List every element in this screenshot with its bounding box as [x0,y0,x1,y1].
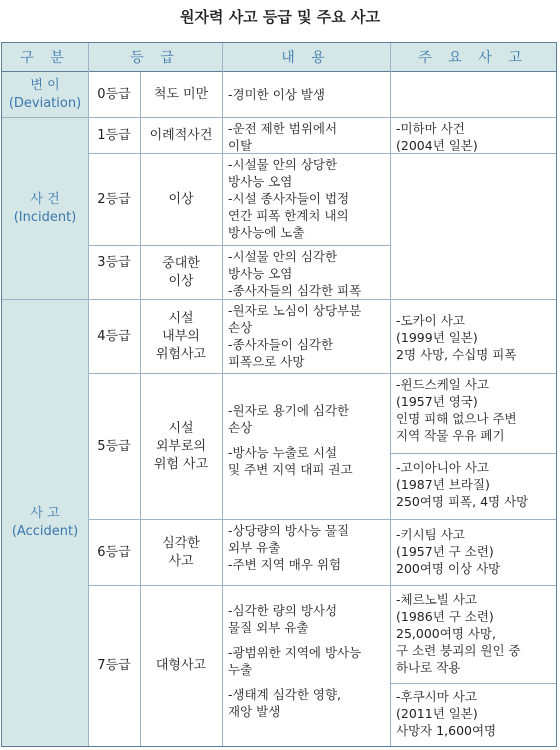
grade-name: 대형사고 [155,658,207,673]
incident-entry: -후쿠시마 사고 (2011년 일본) 사망자 1,600여명 [396,689,497,738]
header-content: 내 용 [222,43,390,71]
grade-name: 중대한 이상 [162,255,200,289]
category-label-en: (Deviation) [8,95,82,111]
grade-name: 시설 외부로의 위험 사고 [153,421,209,472]
incident-entry: -체르노빌 사고 (1986년 구 소련) 25,000여명 사망, 구 소련 붕괴의 원인 중 하나로 작용 [396,592,521,675]
grade-content: -시설물 안의 상당한 방사능 오염 -시설 종사자들이 법정 연간 피폭 한계치 내의 방사능에 노출 [228,157,350,240]
category-label-en: (Accident) [11,524,79,539]
grade-level: 2등급 [97,192,131,207]
grade-content: -원자로 노심이 상당부분 손상 -종사자들이 심각한 피폭으로 사망 [228,303,362,369]
grade-level: 3등급 [97,255,131,270]
header-incidents: 주 요 사 고 [390,43,556,71]
category-label: 사 건 [30,191,60,207]
grade-content: -상당량의 방사능 물질 외부 유출 -주변 지역 매우 위험 [228,523,350,572]
grade-content: -심각한 량의 방사성 물질 외부 유출 -광범위한 지역에 방사능 누출 -생태계 심각한 영향, 재앙 발생 [228,603,362,719]
grade-level: 6등급 [97,545,131,560]
header-category: 구 분 [2,43,88,71]
category-label: 사 고 [30,506,60,521]
grade-content: -운전 제한 범위에서 이탈 [228,121,338,153]
grade-name: 시설 내부의 위험사고 [155,311,207,362]
grade-content: -경미한 이상 발생 [228,87,325,102]
grade-name: 척도 미만 [153,87,209,102]
grade-content: -원자로 용기에 심각한 손상 -방사능 누출로 시설 및 주변 지역 대피 권고 [228,403,353,477]
incident-entry: -미하마 사건 (2004년 일본) [396,121,478,153]
grade-level: 4등급 [97,329,131,344]
grade-name: 이상 [168,192,194,207]
grade-name: 심각한 사고 [162,536,200,569]
grade-content: -시설물 안의 심각한 방사능 오염 -종사자들의 심각한 피폭 [228,249,362,298]
incident-entry: -윈드스케일 사고 (1957년 영국) 인명 피해 없으나 주변 지역 작물 우유 폐기 [396,377,517,443]
incident-entry: -도카이 사고 (1999년 일본) 2명 사망, 수십명 피폭 [396,313,517,362]
incident-entry: -키시팀 사고 (1957년 구 소련) 200여명 이상 사망 [396,527,501,576]
table-frame [1,42,557,747]
category-label: 변 이 [30,77,60,93]
grade-level: 5등급 [97,439,131,454]
category-label-en: (Incident) [13,209,77,225]
grade-level: 1등급 [97,128,131,143]
grade-level: 7등급 [97,658,131,673]
grade-level: 0등급 [97,87,131,102]
incident-entry: -고이아니아 사고 (1987년 브라질) 250여명 피폭, 4명 사망 [396,460,529,509]
page-title: 원자력 사고 등급 및 주요 사고 [180,8,380,26]
grade-name: 이례적사건 [149,128,213,143]
header-grade: 등 급 [88,43,222,71]
